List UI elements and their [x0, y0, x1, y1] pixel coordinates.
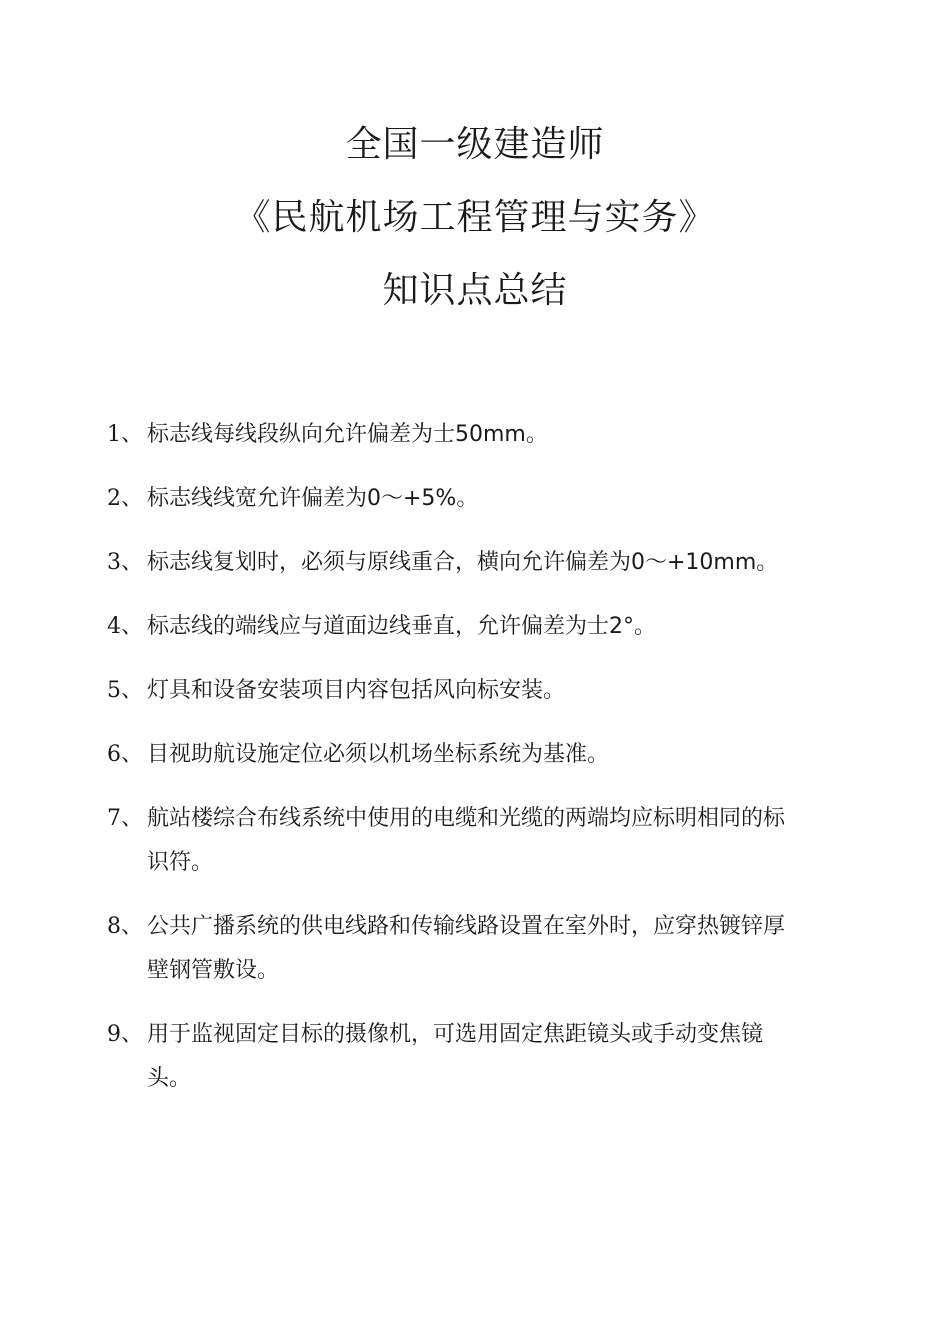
- list-item: [107, 797, 797, 885]
- title-block: [0, 108, 950, 327]
- item-text: 目视助航设施定位必须以机场坐标系统为基准。: [147, 742, 610, 767]
- item-text: 标志线复划时，必须与原线重合，横向允许偏差为0〜+10mm。: [147, 550, 779, 575]
- item-text: 航站楼综合布线系统中使用的电缆和光缆的两端均应标明相同的标识符。: [147, 806, 786, 875]
- item-text: 标志线的端线应与道面边线垂直，允许偏差为士2°。: [147, 614, 656, 639]
- item-number: 1、: [107, 422, 143, 447]
- list-item: [107, 541, 797, 585]
- item-number: 3、: [107, 550, 143, 575]
- item-text: 标志线线宽允许偏差为0〜+5%。: [147, 486, 479, 511]
- list-item: [107, 413, 797, 457]
- item-number: 9、: [107, 1022, 143, 1047]
- item-number: 4、: [107, 614, 143, 639]
- title-line-2: 《民航机场工程管理与实务》: [234, 197, 716, 238]
- item-number: 6、: [107, 742, 143, 767]
- knowledge-point-list: [107, 413, 797, 1121]
- item-number: 8、: [107, 914, 143, 939]
- item-text: 用于监视固定目标的摄像机，可选用固定焦距镜头或手动变焦镜头。: [147, 1022, 764, 1091]
- title-line-1: 全国一级建造师: [345, 124, 605, 165]
- list-item: [107, 669, 797, 713]
- item-number: 7、: [107, 806, 143, 831]
- list-item: [107, 905, 797, 993]
- list-item: [107, 1013, 797, 1101]
- item-text: 公共广播系统的供电线路和传输线路设置在室外时，应穿热镀锌厚壁钢管敷设。: [147, 914, 786, 983]
- item-number: 2、: [107, 486, 143, 511]
- item-number: 5、: [107, 678, 143, 703]
- item-text: 灯具和设备安装项目内容包括风向标安装。: [147, 678, 566, 703]
- list-item: [107, 477, 797, 521]
- list-item: [107, 605, 797, 649]
- item-text: 标志线每线段纵向允许偏差为士50mm。: [147, 422, 548, 447]
- list-item: [107, 733, 797, 777]
- title-line-3: 知识点总结: [382, 270, 568, 311]
